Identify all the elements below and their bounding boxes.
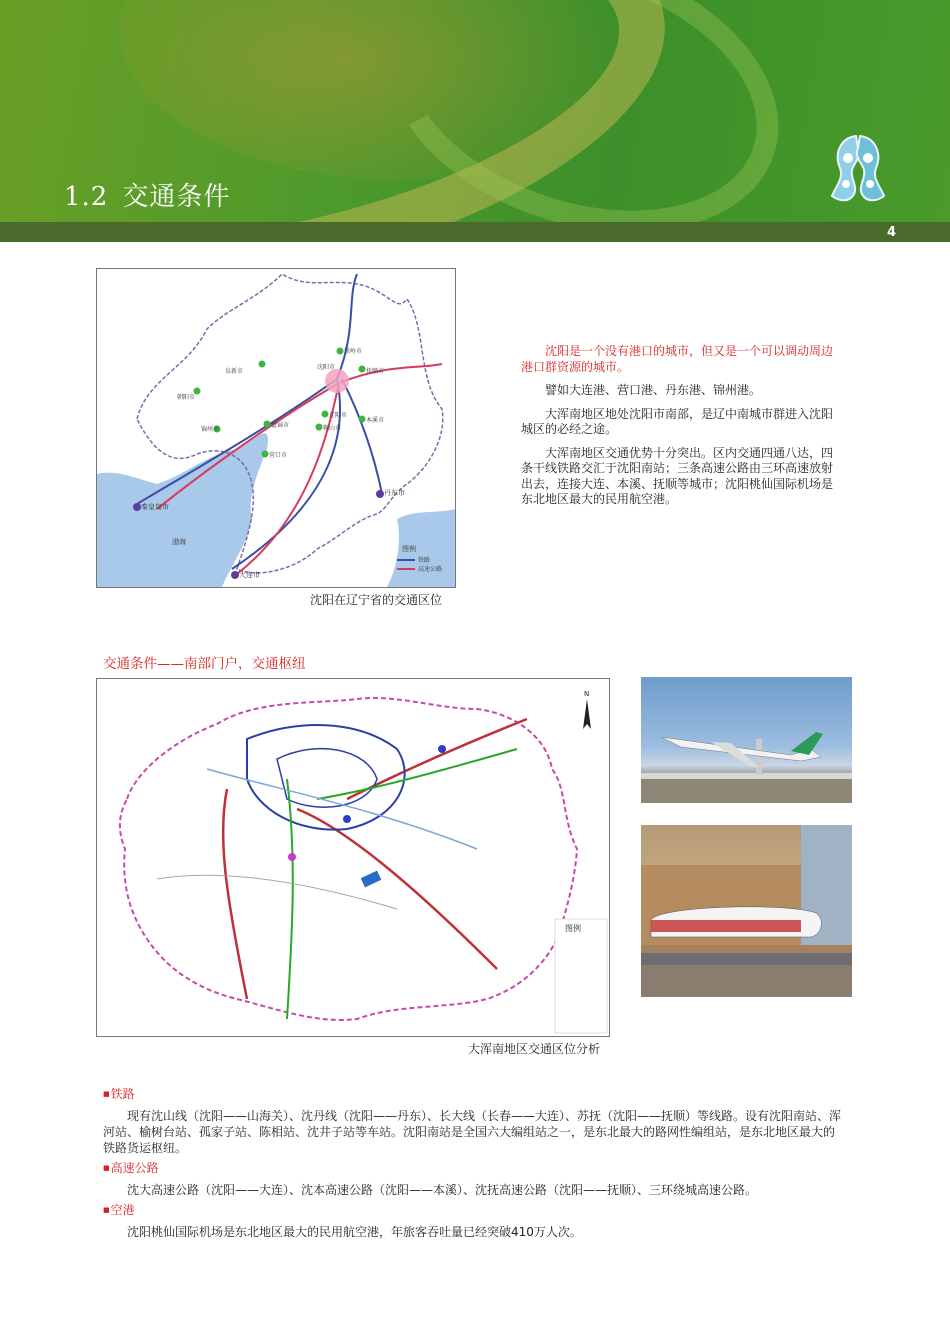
north-arrow-icon bbox=[583, 699, 591, 729]
city-label: 阜新市 bbox=[225, 368, 244, 375]
ring-road bbox=[247, 725, 405, 830]
section2-title: 交通条件——南部门户，交通枢纽 bbox=[103, 656, 306, 672]
city-label: 大连市 bbox=[239, 571, 260, 579]
intro-highlight: 沈阳是一个没有港口的城市，但又是一个可以调动周边港口群资源的城市。 bbox=[521, 344, 834, 374]
street bbox=[641, 965, 852, 997]
highway-text: 沈大高速公路（沈阳——大连）、沈本高速公路（沈阳——本溪）、沈抚高速公路（沈阳——抚顺）、三环绕城高速公路。 bbox=[127, 1183, 758, 1197]
city-dot bbox=[262, 451, 269, 458]
intro-text bbox=[521, 344, 843, 516]
local-road bbox=[157, 875, 397, 909]
ring-road bbox=[277, 749, 377, 808]
ground bbox=[641, 777, 852, 803]
city-label: 朝阳市 bbox=[177, 394, 196, 401]
city-label: 秦皇岛市 bbox=[141, 503, 169, 511]
monorail-stripe bbox=[651, 920, 801, 932]
airplane-photo bbox=[641, 677, 852, 803]
page-title bbox=[64, 176, 230, 213]
legend-label: 铁路 bbox=[418, 557, 431, 564]
map-legend-title: 图例 bbox=[565, 924, 581, 933]
map2-caption: 大浑南地区交通区位分析 bbox=[468, 1042, 601, 1056]
legend-label: 高速公路 bbox=[418, 566, 443, 573]
highway-line bbox=[339, 364, 442, 383]
rail-heading: ■ 铁路 bbox=[103, 1086, 843, 1102]
airport-text: 沈阳桃仙国际机场是东北地区最大的民用航空港，年旅客吞吐量已经突破410万人次。 bbox=[127, 1225, 582, 1239]
north-label: N bbox=[584, 690, 590, 698]
bohai-sea bbox=[97, 433, 268, 587]
header-banner bbox=[0, 0, 950, 222]
city-dot bbox=[264, 421, 271, 428]
city-label: 盘锦市 bbox=[271, 422, 290, 429]
map-legend-title: 图例 bbox=[402, 545, 416, 553]
station-dot bbox=[438, 745, 446, 753]
monorail-photo bbox=[641, 825, 852, 997]
city-label: 抚顺市 bbox=[366, 368, 385, 375]
city-label: 辽阳市 bbox=[329, 412, 348, 419]
rail-text: 现有沈山线（沈阳——山海关）、沈丹线（沈阳——丹东）、长大线（长春——大连）、苏抚（沈阳——抚顺）等线路。设有沈阳南站、浑河站、榆树台站、孤家子站、陈相站、沈井子站等车站。沈阳南站是全国六大编组站之一，是东北最大的路网性编组站，是东北地区最大的铁路货运枢纽。 bbox=[103, 1109, 842, 1155]
port-dot bbox=[376, 490, 384, 498]
port-dot bbox=[133, 503, 141, 511]
station-dot bbox=[288, 853, 296, 861]
city-dot bbox=[337, 348, 344, 355]
section-number: 1.2 bbox=[64, 182, 109, 212]
district-border bbox=[120, 698, 577, 1020]
city-label: 丹东市 bbox=[384, 489, 405, 497]
liaoning-map-svg bbox=[97, 269, 455, 587]
section-title: 交通条件 bbox=[122, 182, 231, 212]
liaoning-transport-map bbox=[96, 268, 456, 588]
railway-line bbox=[317, 749, 517, 799]
airport-heading: ■ 空港 bbox=[103, 1202, 843, 1218]
city-dot bbox=[259, 361, 266, 368]
intro-paragraph: 大浑南地区交通优势十分突出。区内交通四通八达，四条干线铁路交汇于沈阳南站；三条高速公路由三环高速放射出去，连接大连、本溪、抚顺等城市；沈阳桃仙国际机场是东北地区最大的民用航空港。 bbox=[521, 445, 834, 506]
intro-paragraph: 大浑南地区地处沈阳市南部，是辽中南城市群进入沈阳城区的必经之途。 bbox=[521, 406, 834, 436]
transport-details bbox=[103, 1086, 843, 1244]
city-dot bbox=[359, 366, 366, 373]
sea-label: 渤海 bbox=[172, 538, 186, 546]
dahunnan-transport-map bbox=[96, 678, 610, 1037]
railway-line bbox=[337, 274, 357, 379]
city-label: 本溪市 bbox=[366, 417, 385, 424]
railway-line bbox=[287, 779, 293, 1019]
map1-caption: 沈阳在辽宁省的交通区位 bbox=[310, 593, 443, 607]
city-label: 沈阳市 bbox=[317, 364, 336, 371]
airport-marker bbox=[361, 871, 382, 888]
city-label: 鞍山市 bbox=[323, 425, 342, 432]
page-number: 4 bbox=[886, 225, 896, 240]
dahunnan-map-svg bbox=[97, 679, 609, 1036]
city-dot bbox=[322, 411, 329, 418]
highway-heading: ■ 高速公路 bbox=[103, 1160, 843, 1176]
airplane-tail bbox=[791, 732, 823, 755]
map2-legend-box bbox=[555, 919, 607, 1033]
intro-paragraph: 譬如大连港、营口港、丹东港、锦州港。 bbox=[545, 383, 762, 397]
station-dot bbox=[343, 815, 351, 823]
railway-line bbox=[342, 379, 385, 494]
highway-line bbox=[223, 789, 247, 999]
port-dot bbox=[231, 571, 239, 579]
city-dot bbox=[359, 416, 366, 423]
yellow-sea bbox=[387, 509, 455, 587]
highway-line bbox=[297, 809, 497, 969]
city-label: 锦州市 bbox=[201, 426, 220, 433]
control-tower bbox=[756, 739, 762, 775]
title-band bbox=[0, 222, 950, 242]
logo-icon bbox=[826, 128, 888, 208]
monorail-track bbox=[641, 953, 852, 965]
monorail-photo-svg bbox=[641, 825, 852, 997]
terminal bbox=[641, 773, 852, 779]
airplane-photo-svg bbox=[641, 677, 852, 803]
city-dot bbox=[316, 424, 323, 431]
city-label: 营口市 bbox=[269, 452, 288, 459]
city-label: 铁岭市 bbox=[344, 348, 363, 355]
shenyang-marker bbox=[325, 369, 349, 393]
